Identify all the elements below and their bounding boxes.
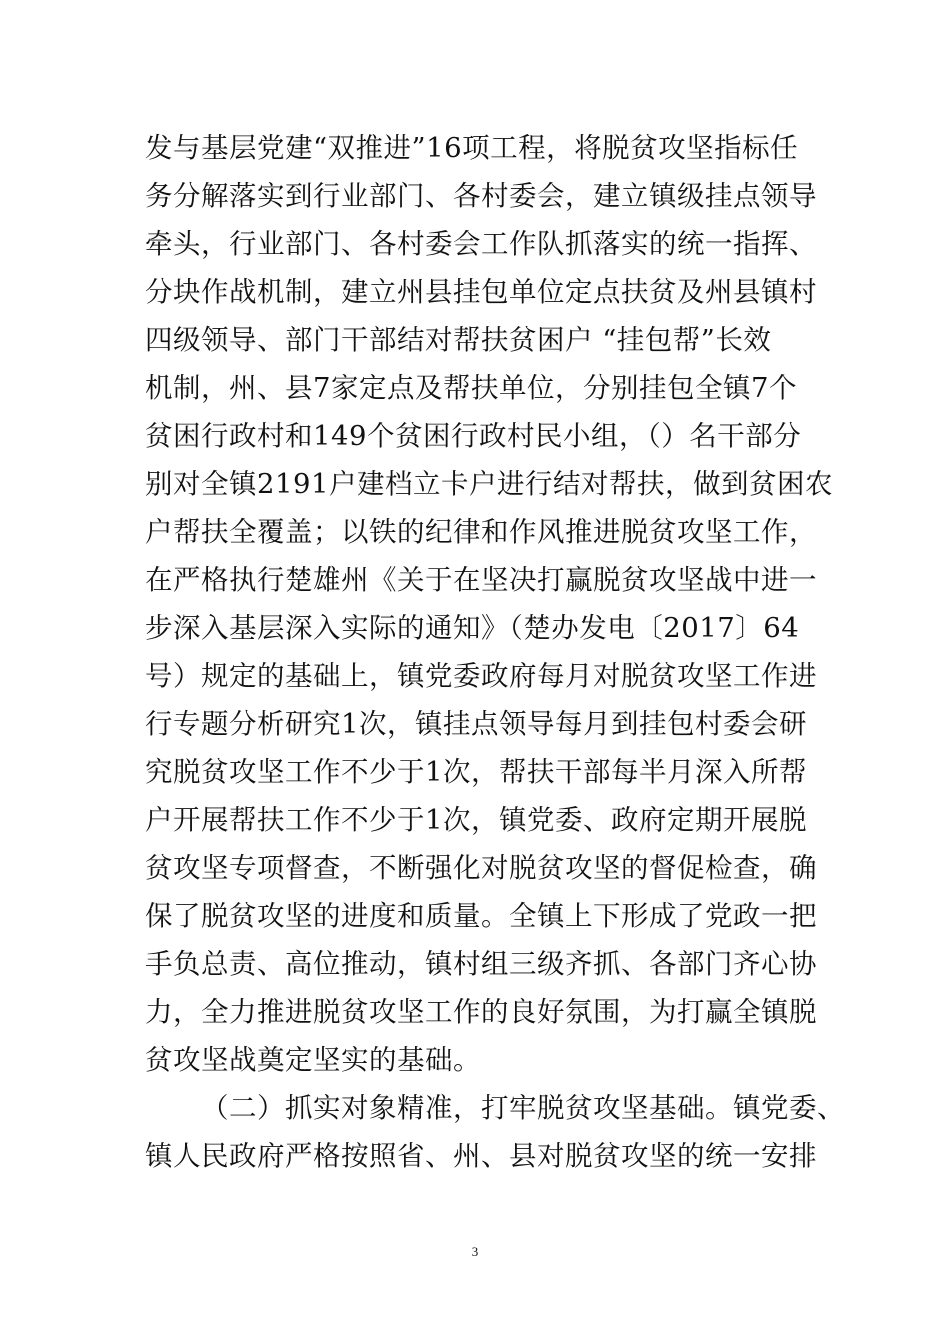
text-line: 行专题分析研究1次，镇挂点领导每月到挂包村委会研 [145, 708, 807, 740]
text-line: 四级领导、部门干部结对帮扶贫困户 “挂包帮”长效 [145, 324, 772, 356]
text-line: 在严格执行楚雄州《关于在坚决打赢脱贫攻坚战中进一 [145, 564, 817, 596]
text-line: 手负总责、高位推动，镇村组三级齐抓、各部门齐心协 [145, 948, 817, 980]
text-line: 镇人民政府严格按照省、州、县对脱贫攻坚的统一安排 [145, 1140, 817, 1172]
text-line: 贫攻坚战奠定坚实的基础。 [145, 1044, 481, 1076]
text-line: 贫攻坚专项督查，不断强化对脱贫攻坚的督促检查，确 [145, 852, 817, 884]
text-line: 保了脱贫攻坚的进度和质量。全镇上下形成了党政一把 [145, 900, 817, 932]
text-line: 力，全力推进脱贫攻坚工作的良好氛围，为打赢全镇脱 [145, 996, 817, 1028]
text-line: 务分解落实到行业部门、各村委会，建立镇级挂点领导 [145, 180, 817, 212]
text-line: 号）规定的基础上，镇党委政府每月对脱贫攻坚工作进 [145, 660, 817, 692]
text-line: 究脱贫攻坚工作不少于1次，帮扶干部每半月深入所帮 [145, 756, 807, 788]
section-heading-line: （二）抓实对象精准，打牢脱贫攻坚基础。镇党委、 [201, 1092, 845, 1124]
text-line: 分块作战机制，建立州县挂包单位定点扶贫及州县镇村 [145, 276, 817, 308]
text-line: 贫困行政村和149个贫困行政村民小组，（）名干部分 [145, 420, 802, 452]
text-line: 户帮扶全覆盖；以铁的纪律和作风推进脱贫攻坚工作， [145, 516, 817, 548]
text-line: 户开展帮扶工作不少于1次，镇党委、政府定期开展脱 [145, 804, 807, 836]
text-line: 别对全镇2191户建档立卡户进行结对帮扶，做到贫困农 [145, 468, 833, 500]
page-number: 3 [471, 1244, 479, 1259]
text-line: 发与基层党建“双推进”16项工程，将脱贫攻坚指标任 [145, 132, 799, 164]
text-line: 牵头，行业部门、各村委会工作队抓落实的统一指挥、 [145, 228, 817, 260]
text-line: 机制，州、县7家定点及帮扶单位，分别挂包全镇7个 [145, 372, 797, 404]
text-line: 步深入基层深入实际的通知》（楚办发电〔2017〕64 [145, 612, 800, 644]
